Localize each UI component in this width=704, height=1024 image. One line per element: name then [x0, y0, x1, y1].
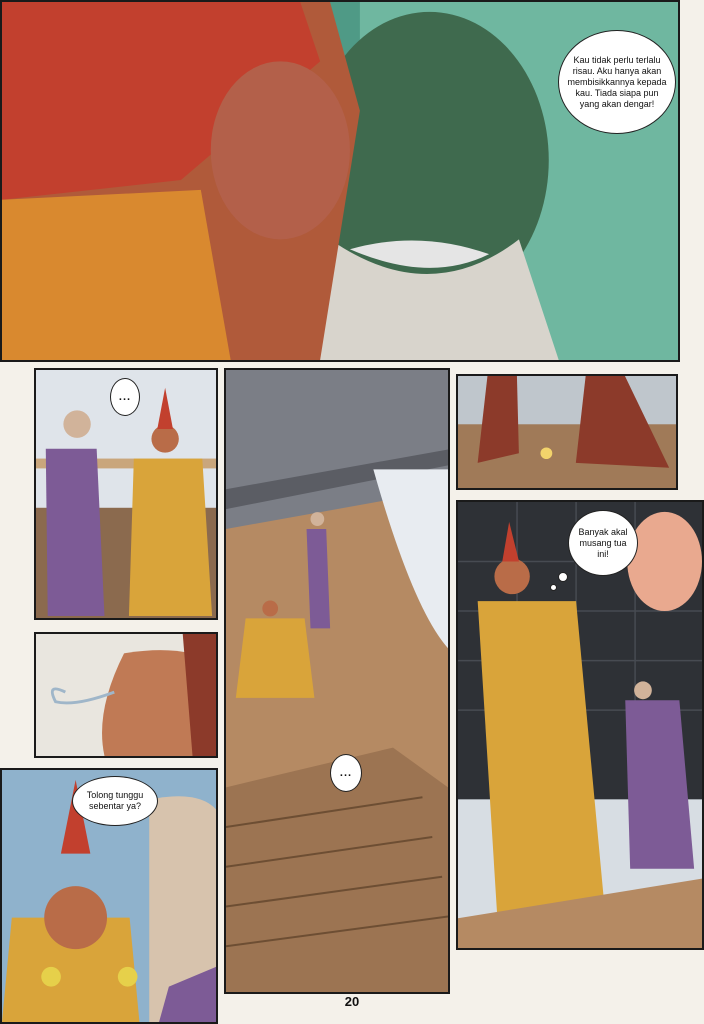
page-number: 20: [344, 994, 360, 1009]
thought-bubble: ...: [110, 378, 140, 416]
warrior-small: [236, 618, 315, 697]
speech-bubble-request: Tolong tunggu sebentar ya?: [72, 776, 158, 826]
speech-bubble-whisper: Kau tidak perlu terlalu risau. Aku hanya akan membisikkannya kepada kau. Tiada siapa pun yang akan dengar!: [558, 30, 676, 134]
panel-5-art: [226, 370, 448, 992]
thought-dot: [558, 572, 568, 582]
thought-bubble: ...: [330, 754, 362, 792]
thought-dot: [550, 584, 557, 591]
panel-3-art: [36, 634, 216, 756]
panel-1-closeup: [0, 0, 680, 362]
suit-man-small: [307, 529, 331, 628]
thought-bubble-cunning: Banyak akal musang tua ini!: [568, 510, 638, 576]
panel-2-standing: [34, 368, 218, 620]
panel-7-warrior: [456, 500, 704, 950]
panel-6-feet: [456, 374, 678, 490]
armored-warrior: [129, 459, 212, 616]
panel-4-request: [0, 768, 218, 1024]
panel-7-art: [458, 502, 702, 948]
panel-6-art: [458, 376, 676, 488]
suit-man: [46, 449, 105, 616]
panel-3-profile: [34, 632, 218, 758]
paper-lantern: [627, 512, 702, 611]
panel-5-deck: [224, 368, 450, 994]
